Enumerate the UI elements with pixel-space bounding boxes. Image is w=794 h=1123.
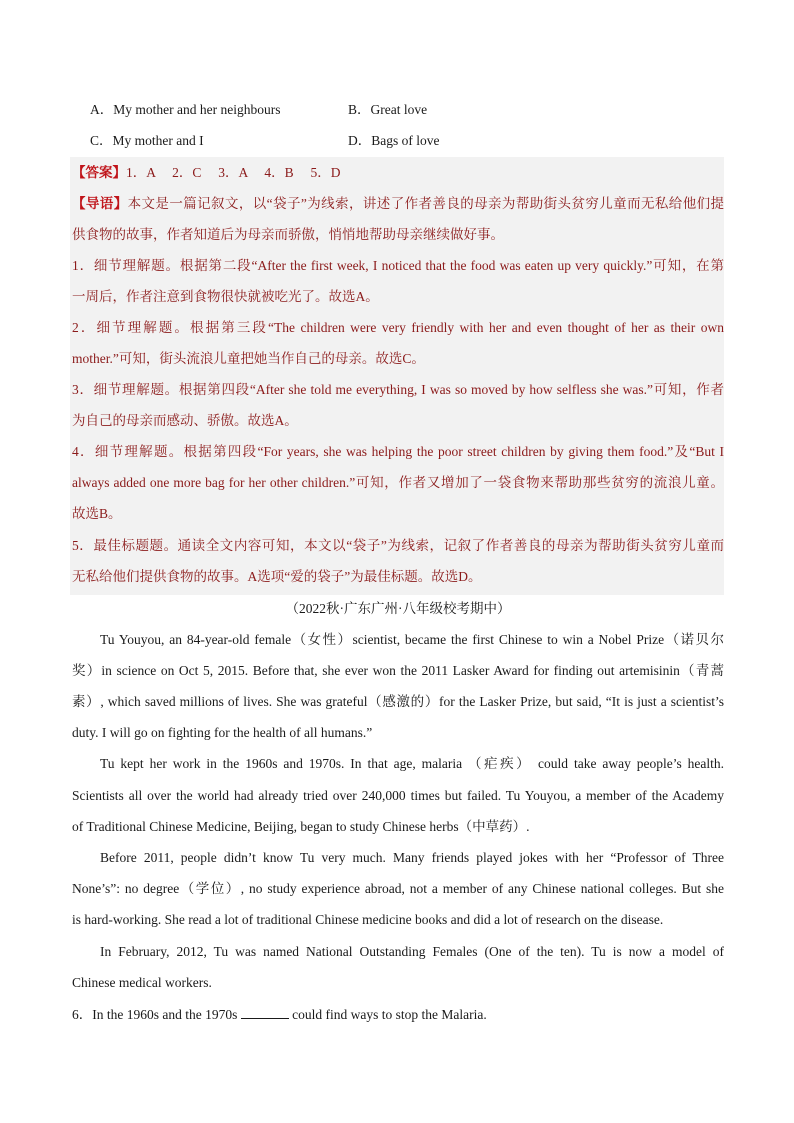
para-1-line-4: duty. I will go on fighting for the health of all humans.” [72, 725, 373, 740]
para-1-line-2: 奖）in science on Oct 5, 2015. Before that, she ever won the 2011 Lasker Award for finding out artemisinin（青蒿 [72, 663, 724, 678]
para-3-line-3: is hard-working. She read a lot of traditional Chinese medicine books and did a lot of research on the disease. [72, 912, 664, 927]
option-a: A．My mother and her neighbours [90, 102, 281, 117]
answer-explanation-block [70, 157, 724, 595]
option-b: B．Great love [348, 102, 428, 117]
option-c: C．My mother and I [90, 133, 204, 148]
para-2-line-2: Scientists all over the world had already tried over 240,000 times but failed. Tu Youyou, a member of the Academy [72, 788, 724, 803]
explanation-1-line-1: 1．细节理解题。根据第二段“After the first week, I noticed that the food was eaten up very quickly.”可知，在第 [72, 258, 724, 273]
para-1-line-3: 素）, which saved millions of lives. She was grateful（感激的）for the Lasker Prize, but said, “It is just a scientist’s [72, 694, 724, 709]
answer-line [72, 163, 724, 183]
para-3-line-1: Before 2011, people didn’t know Tu very much. Many friends played jokes with her “Professor of Three [100, 850, 724, 865]
para-2-line-3: of Traditional Chinese Medicine, Beijing, began to study Chinese herbs（中草药）. [72, 819, 530, 834]
explanation-3-line-1: 3．细节理解题。根据第四段“After she told me everything, I was so moved by how selfless she was.”可知，作者 [72, 382, 724, 397]
explanation-4-line-3: 故选B。 [72, 506, 122, 521]
question-6-before: 6．In the 1960s and the 1970s [72, 1007, 241, 1022]
passage-source: （2022秋·广东广州·八年级校考期中） [285, 601, 511, 616]
guide-tag: 【导语】 [72, 196, 128, 211]
explanation-4-line-1: 4．细节理解题。根据第四段“For years, she was helping the poor street children by giving them food.”及“But I [72, 444, 724, 459]
para-3-line-2: None’s”: no degree（学位）, no study experience abroad, not a member of any Chinese national colleges. But she [72, 881, 724, 896]
explanation-5-line-2: 无私给他们提供食物的故事。A选项“爱的袋子”为最佳标题。故选D。 [72, 569, 482, 584]
para-2-line-1: Tu kept her work in the 1960s and 1970s. In that age, malaria （疟疾） could take away people’s health. [100, 756, 724, 771]
explanation-5-line-1: 5．最佳标题题。通读全文内容可知，本文以“袋子”为线索，记叙了作者善良的母亲为帮助街头贫穷儿童而 [72, 538, 724, 553]
explanation-2-line-1: 2．细节理解题。根据第三段“The children were very friendly with her and even thought of her as their own [72, 320, 724, 335]
para-4-line-2: Chinese medical workers. [72, 975, 212, 990]
options-row-2 [90, 129, 730, 153]
para-4-line-1: In February, 2012, Tu was named National Outstanding Females (One of the ten). Tu is now a model of [100, 944, 724, 959]
para-1-line-1: Tu Youyou, an 84-year-old female（女性）scientist, became the first Chinese to win a Nobel Prize（诺贝尔 [100, 632, 724, 647]
options-row-1 [90, 98, 730, 122]
question-6-after: could find ways to stop the Malaria. [288, 1007, 487, 1022]
option-d: D．Bags of love [348, 133, 440, 148]
explanation-2-line-2: mother.”可知，街头流浪儿童把她当作自己的母亲。故选C。 [72, 351, 425, 366]
answer-text: 1．A 2．C 3．A 4．B 5．D [126, 165, 341, 180]
answer-tag: 【答案】 [72, 165, 126, 180]
explanation-1-line-2: 一周后，作者注意到食物很快就被吃光了。故选A。 [72, 289, 379, 304]
explanation-3-line-2: 为自己的母亲而感动、骄傲。故选A。 [72, 413, 298, 428]
guide-line-2: 供食物的故事，作者知道后为母亲而骄傲，悄悄地帮助母亲继续做好事。 [72, 227, 504, 242]
guide-line-1 [72, 194, 724, 214]
question-6 [72, 1004, 724, 1025]
guide-text-1: 本文是一篇记叙文，以“袋子”为线索，讲述了作者善良的母亲为帮助街头贫穷儿童而无私给他们提 [127, 196, 725, 211]
explanation-4-line-2: always added one more bag for her other children.”可知，作者又增加了一袋食物来帮助那些贫穷的流浪儿童。 [72, 475, 724, 490]
question-6-blank[interactable] [241, 1004, 289, 1019]
